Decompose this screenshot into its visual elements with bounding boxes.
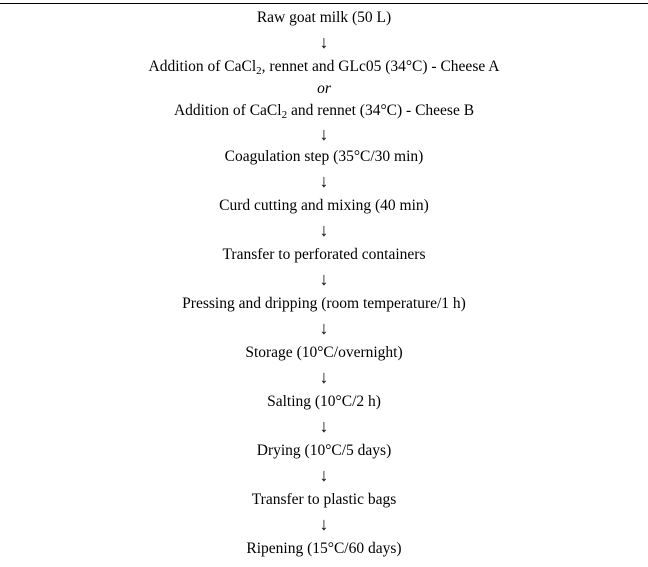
- step-pressing-dripping: Pressing and dripping (room temperature/1 h): [182, 295, 466, 312]
- cheese-b-suffix: and rennet (34°C) - Cheese B: [287, 102, 475, 119]
- down-arrow-icon: ↓: [319, 416, 329, 436]
- cheese-a-subscript: 2: [256, 65, 262, 77]
- cheese-b-prefix: Addition of CaCl: [173, 102, 282, 119]
- down-arrow-icon: ↓: [319, 318, 329, 338]
- step-addition-cheese-a: [0, 56, 648, 78]
- down-arrow-icon: ↓: [319, 220, 329, 240]
- step-raw-goat-milk: Raw goat milk (50 L): [256, 9, 392, 26]
- or-label: or: [317, 80, 331, 97]
- down-arrow-icon: ↓: [319, 514, 329, 534]
- down-arrow-icon: ↓: [319, 465, 329, 485]
- step-transfer-bags: Transfer to plastic bags: [251, 491, 397, 508]
- step-coagulation: Coagulation step (35°C/30 min): [224, 148, 424, 165]
- down-arrow-icon: ↓: [319, 32, 329, 52]
- down-arrow-icon: ↓: [319, 367, 329, 387]
- cheese-b-subscript: 2: [281, 109, 288, 121]
- cheese-a-prefix: Addition of CaCl: [148, 58, 257, 75]
- top-rule: [0, 3, 648, 4]
- down-arrow-icon: ↓: [319, 171, 329, 191]
- step-salting: Salting (10°C/2 h): [267, 393, 381, 410]
- cheese-process-flowchart: [0, 7, 648, 560]
- step-ripening: Ripening (15°C/60 days): [246, 540, 402, 557]
- cheese-a-suffix: , rennet and GLc05 (34°C) - Cheese A: [261, 58, 500, 75]
- down-arrow-icon: ↓: [319, 269, 329, 289]
- step-storage: Storage (10°C/overnight): [245, 344, 403, 361]
- step-transfer-containers: Transfer to perforated containers: [222, 246, 426, 263]
- down-arrow-icon: ↓: [319, 124, 329, 144]
- step-drying: Drying (10°C/5 days): [256, 442, 392, 459]
- step-addition-cheese-b: [0, 100, 648, 122]
- step-curd-cutting: Curd cutting and mixing (40 min): [219, 197, 429, 214]
